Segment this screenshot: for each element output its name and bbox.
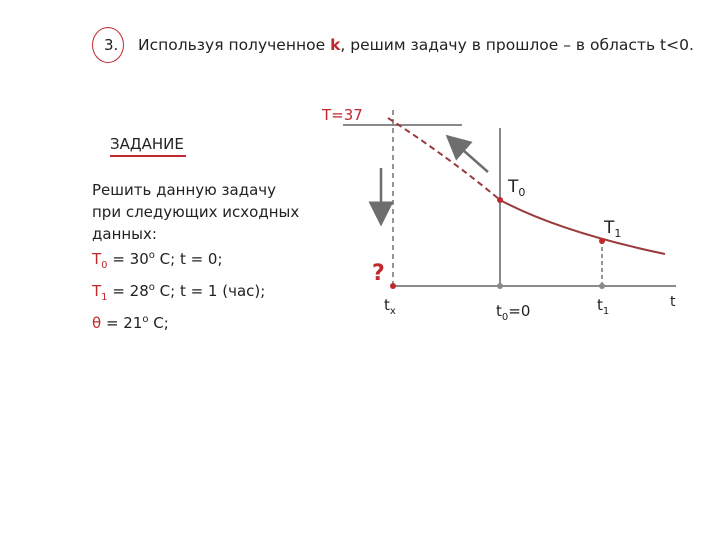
theta-degree: o (142, 314, 149, 325)
t1-rest: C; t = 1 (час); (154, 282, 266, 300)
t0-subscript: 0 (101, 260, 108, 271)
t1-value: = 28 (107, 282, 149, 300)
heading-k: k (330, 36, 341, 54)
tx-label-main: t (384, 296, 390, 314)
question-mark: ? (372, 261, 385, 286)
theta-symbol: θ (92, 314, 102, 332)
t1-axis-label (597, 296, 609, 317)
step-number: 3. (104, 36, 119, 54)
theta-value: = 21 (101, 314, 143, 332)
point-tx (390, 283, 396, 289)
back-in-time-arrow (455, 143, 488, 172)
t37-label: T=37 (322, 106, 363, 124)
t1-degree: o (148, 282, 155, 293)
T1-label-sub: 1 (614, 227, 622, 240)
task-line-3: данных: (92, 225, 157, 243)
t0-rest: C; t = 0; (154, 250, 223, 268)
t1-axis-label-main: t (597, 296, 603, 314)
T0-label-main: T (508, 177, 519, 197)
point-axis-t1 (599, 283, 605, 289)
time-axis-label: t (670, 294, 676, 310)
heading-prefix: Используя полученное (138, 36, 331, 54)
t0-symbol: T (92, 250, 102, 268)
tx-label (384, 296, 396, 317)
T1-label-main: T (604, 218, 615, 238)
T0-label-sub: 0 (518, 186, 526, 199)
theta-rest: C; (148, 314, 169, 332)
t0-axis-label (496, 302, 530, 323)
t0-axis-label-eq: =0 (508, 302, 531, 320)
point-t1 (599, 238, 605, 244)
point-axis-t0 (497, 283, 503, 289)
point-t0 (497, 197, 503, 203)
cooling-curve (500, 200, 665, 254)
tx-label-sub: x (389, 306, 396, 317)
task-line-2: при следующих исходных (92, 203, 300, 221)
T0-label (507, 177, 525, 199)
T1-label (603, 218, 621, 240)
t1-axis-label-sub: 1 (602, 306, 610, 317)
t0-value: = 30 (107, 250, 149, 268)
heading-suffix: , решим задачу в прошлое – в область t<0. (340, 36, 694, 54)
t0-axis-label-main: t (496, 302, 502, 320)
task-line-1: Решить данную задачу (92, 181, 277, 199)
t1-subscript: 1 (101, 292, 108, 303)
task-title: ЗАДАНИЕ (110, 135, 184, 153)
t0-degree: o (148, 250, 155, 261)
t0-axis-label-sub: 0 (501, 312, 509, 323)
curve-extrapolation (388, 118, 500, 200)
t1-symbol: T (92, 282, 102, 300)
